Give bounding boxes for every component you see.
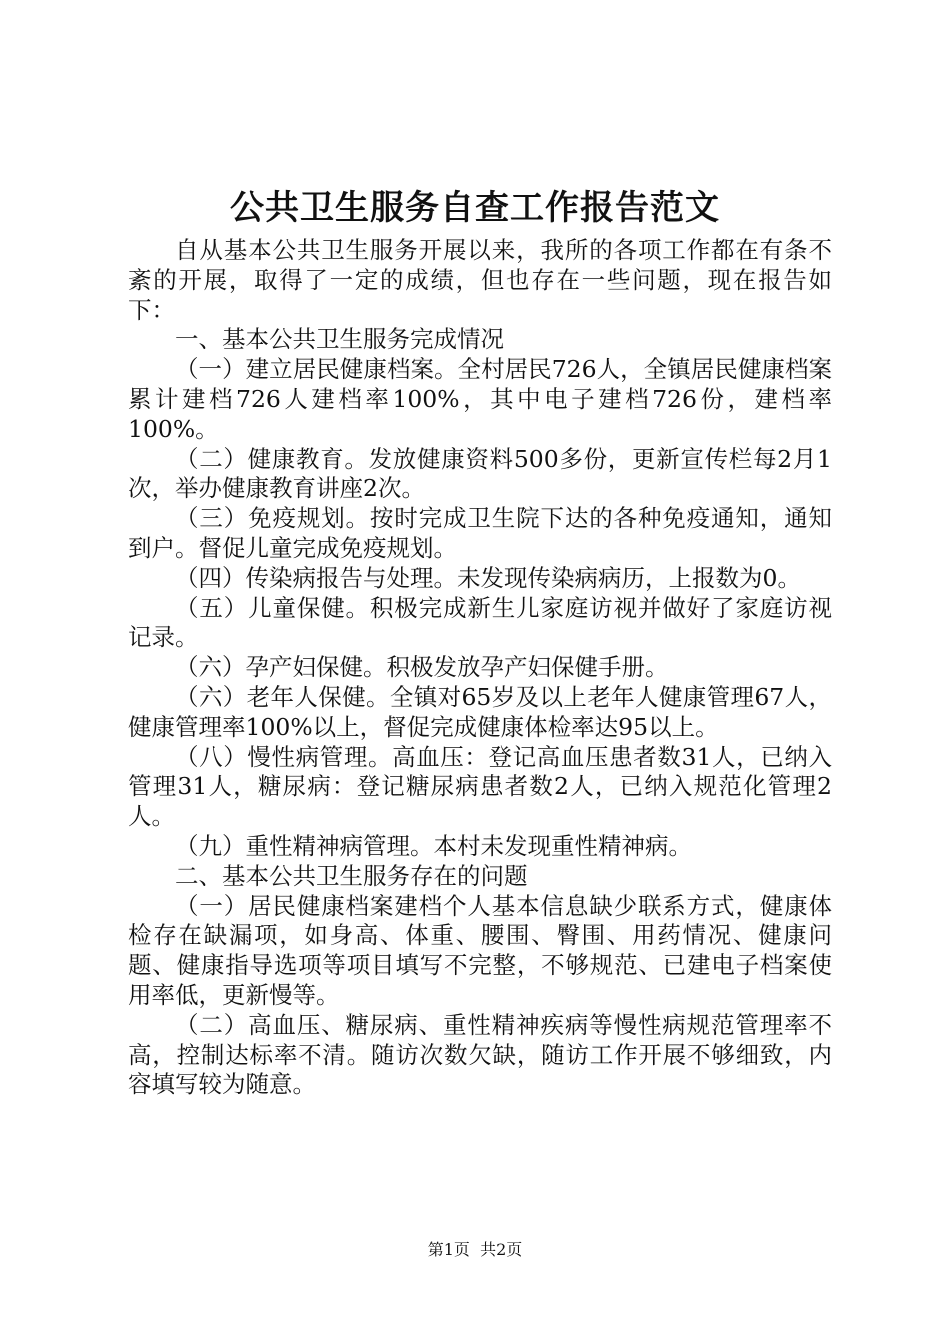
paragraph: （四）传染病报告与处理。未发现传染病病历，上报数为0。 <box>175 563 801 592</box>
document-body <box>128 236 832 1100</box>
section-heading: 二、基本公共卫生服务存在的问题 <box>175 861 528 890</box>
paragraph: （六）孕产妇保健。积极发放孕产妇保健手册。 <box>175 653 669 682</box>
intro-paragraph: 自从基本公共卫生服务开展以来，我所的各项工作都在有条不紊的开展，取得了一定的成绩，但也存在一些问题，现在报告如下： <box>128 236 832 324</box>
paragraph: （五）儿童保健。积极完成新生儿家庭访视并做好了家庭访视记录。 <box>128 593 832 652</box>
footer-spacer <box>470 1240 480 1259</box>
paragraph: （二）健康教育。发放健康资料500多份，更新宣传栏每2月1次，举办健康教育讲座2次。 <box>128 444 832 503</box>
paragraph: （三）免疫规划。按时完成卫生院下达的各种免疫通知，通知到户。督促儿童完成免疫规划。 <box>128 504 832 562</box>
page-number: 第1页 <box>427 1240 470 1259</box>
document-title: 公共卫生服务自查工作报告范文 <box>230 188 720 228</box>
page-footer <box>0 1238 950 1262</box>
paragraph: （八）慢性病管理。高血压：登记高血压患者数31人，已纳入管理31人，糖尿病：登记糖尿病患者数2人，已纳入规范化管理2人。 <box>128 742 832 831</box>
page-total: 共2页 <box>480 1240 523 1259</box>
section-heading: 一、基本公共卫生服务完成情况 <box>175 325 504 354</box>
paragraph: （一）建立居民健康档案。全村居民726人，全镇居民健康档案累计建档726人建档率100%，其中电子建档726份，建档率100%。 <box>128 355 832 443</box>
paragraph: （六）老年人保健。全镇对65岁及以上老年人健康管理67人，健康管理率100%以上，督促完成健康体检率达95以上。 <box>128 682 832 741</box>
paragraph: （一）居民健康档案建档个人基本信息缺少联系方式，健康体检存在缺漏项，如身高、体重、腰围、臀围、用药情况、健康问题、健康指导选项等项目填写不完整，不够规范、已建电子档案使用率低，更新慢等。 <box>128 891 832 1009</box>
paragraph: （二）高血压、糖尿病、重性精神疾病等慢性病规范管理率不高，控制达标率不清。随访次数欠缺，随访工作开展不够细致，内容填写较为随意。 <box>128 1010 832 1099</box>
paragraph: （九）重性精神病管理。本村未发现重性精神病。 <box>175 831 692 860</box>
